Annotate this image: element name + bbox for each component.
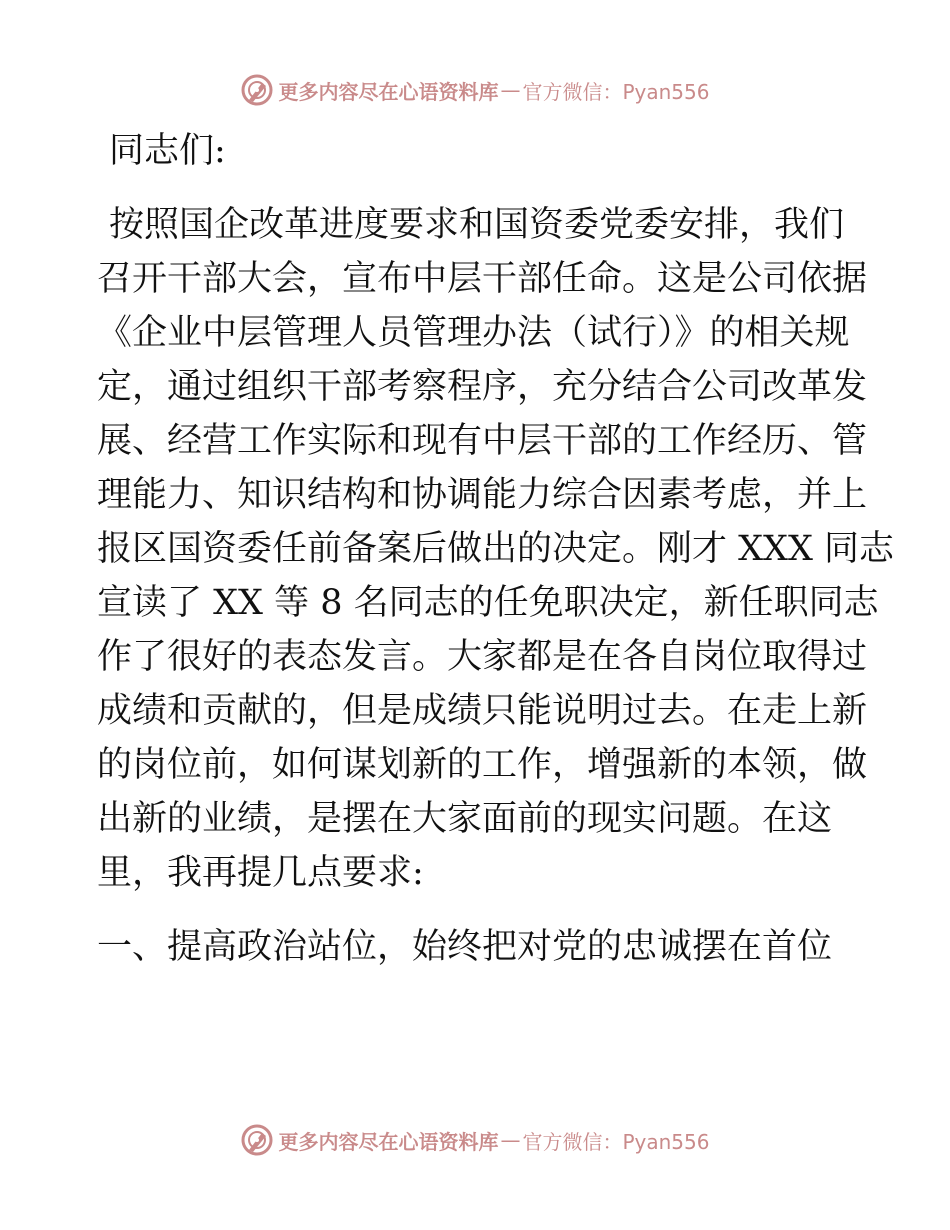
paragraph-line: 出新的业绩，是摆在大家面前的现实问题。在这 bbox=[97, 799, 833, 839]
paragraph-line: 定，通过组织干部考察程序，充分结合公司改革发 bbox=[97, 367, 868, 407]
watermark-dash: — bbox=[500, 1128, 521, 1152]
paragraph-line: 宣读了 XX 等 8 名同志的任免职决定，新任职同志 bbox=[97, 583, 879, 623]
salutation: 同志们: bbox=[109, 131, 226, 171]
paragraph-line: 里，我再提几点要求: bbox=[97, 853, 424, 893]
paragraph-line: 的岗位前，如何谋划新的工作，增强新的本领，做 bbox=[97, 745, 868, 785]
pen-nib-circle-icon bbox=[240, 1123, 274, 1157]
document-body bbox=[97, 124, 895, 974]
paragraph-line: 报区国资委任前备案后做出的决定。刚才 XXX 同志 bbox=[97, 529, 895, 569]
watermark-wechat-text: 官方微信：Pyan556 bbox=[522, 1129, 710, 1154]
pen-nib-circle-icon bbox=[240, 73, 274, 107]
watermark-dash: — bbox=[500, 78, 521, 102]
watermark-lead-text: 更多内容尽在心语资料库 bbox=[278, 79, 499, 104]
paragraph-line: 按照国企改革进度要求和国资委党委安排，我们 bbox=[109, 205, 845, 245]
section-heading-1: 一、提高政治站位，始终把对党的忠诚摆在首位 bbox=[97, 927, 833, 967]
watermark-wechat-text: 官方微信：Pyan556 bbox=[522, 79, 710, 104]
paragraph-line: 理能力、知识结构和协调能力综合因素考虑，并上 bbox=[97, 475, 868, 515]
paragraph-line: 召开干部大会，宣布中层干部任命。这是公司依据 bbox=[97, 259, 868, 299]
watermark-lead-text: 更多内容尽在心语资料库 bbox=[278, 1129, 499, 1154]
paragraph-line: 成绩和贡献的，但是成绩只能说明过去。在走上新 bbox=[97, 691, 868, 731]
header-watermark-banner bbox=[0, 68, 950, 112]
paragraph-line: 作了很好的表态发言。大家都是在各自岗位取得过 bbox=[97, 637, 868, 677]
body-paragraph bbox=[97, 198, 895, 900]
paragraph-line: 展、经营工作实际和现有中层干部的工作经历、管 bbox=[97, 421, 868, 461]
paragraph-line: 《企业中层管理人员管理办法（试行）》的相关规 bbox=[97, 313, 850, 353]
footer-watermark-banner bbox=[0, 1118, 950, 1162]
